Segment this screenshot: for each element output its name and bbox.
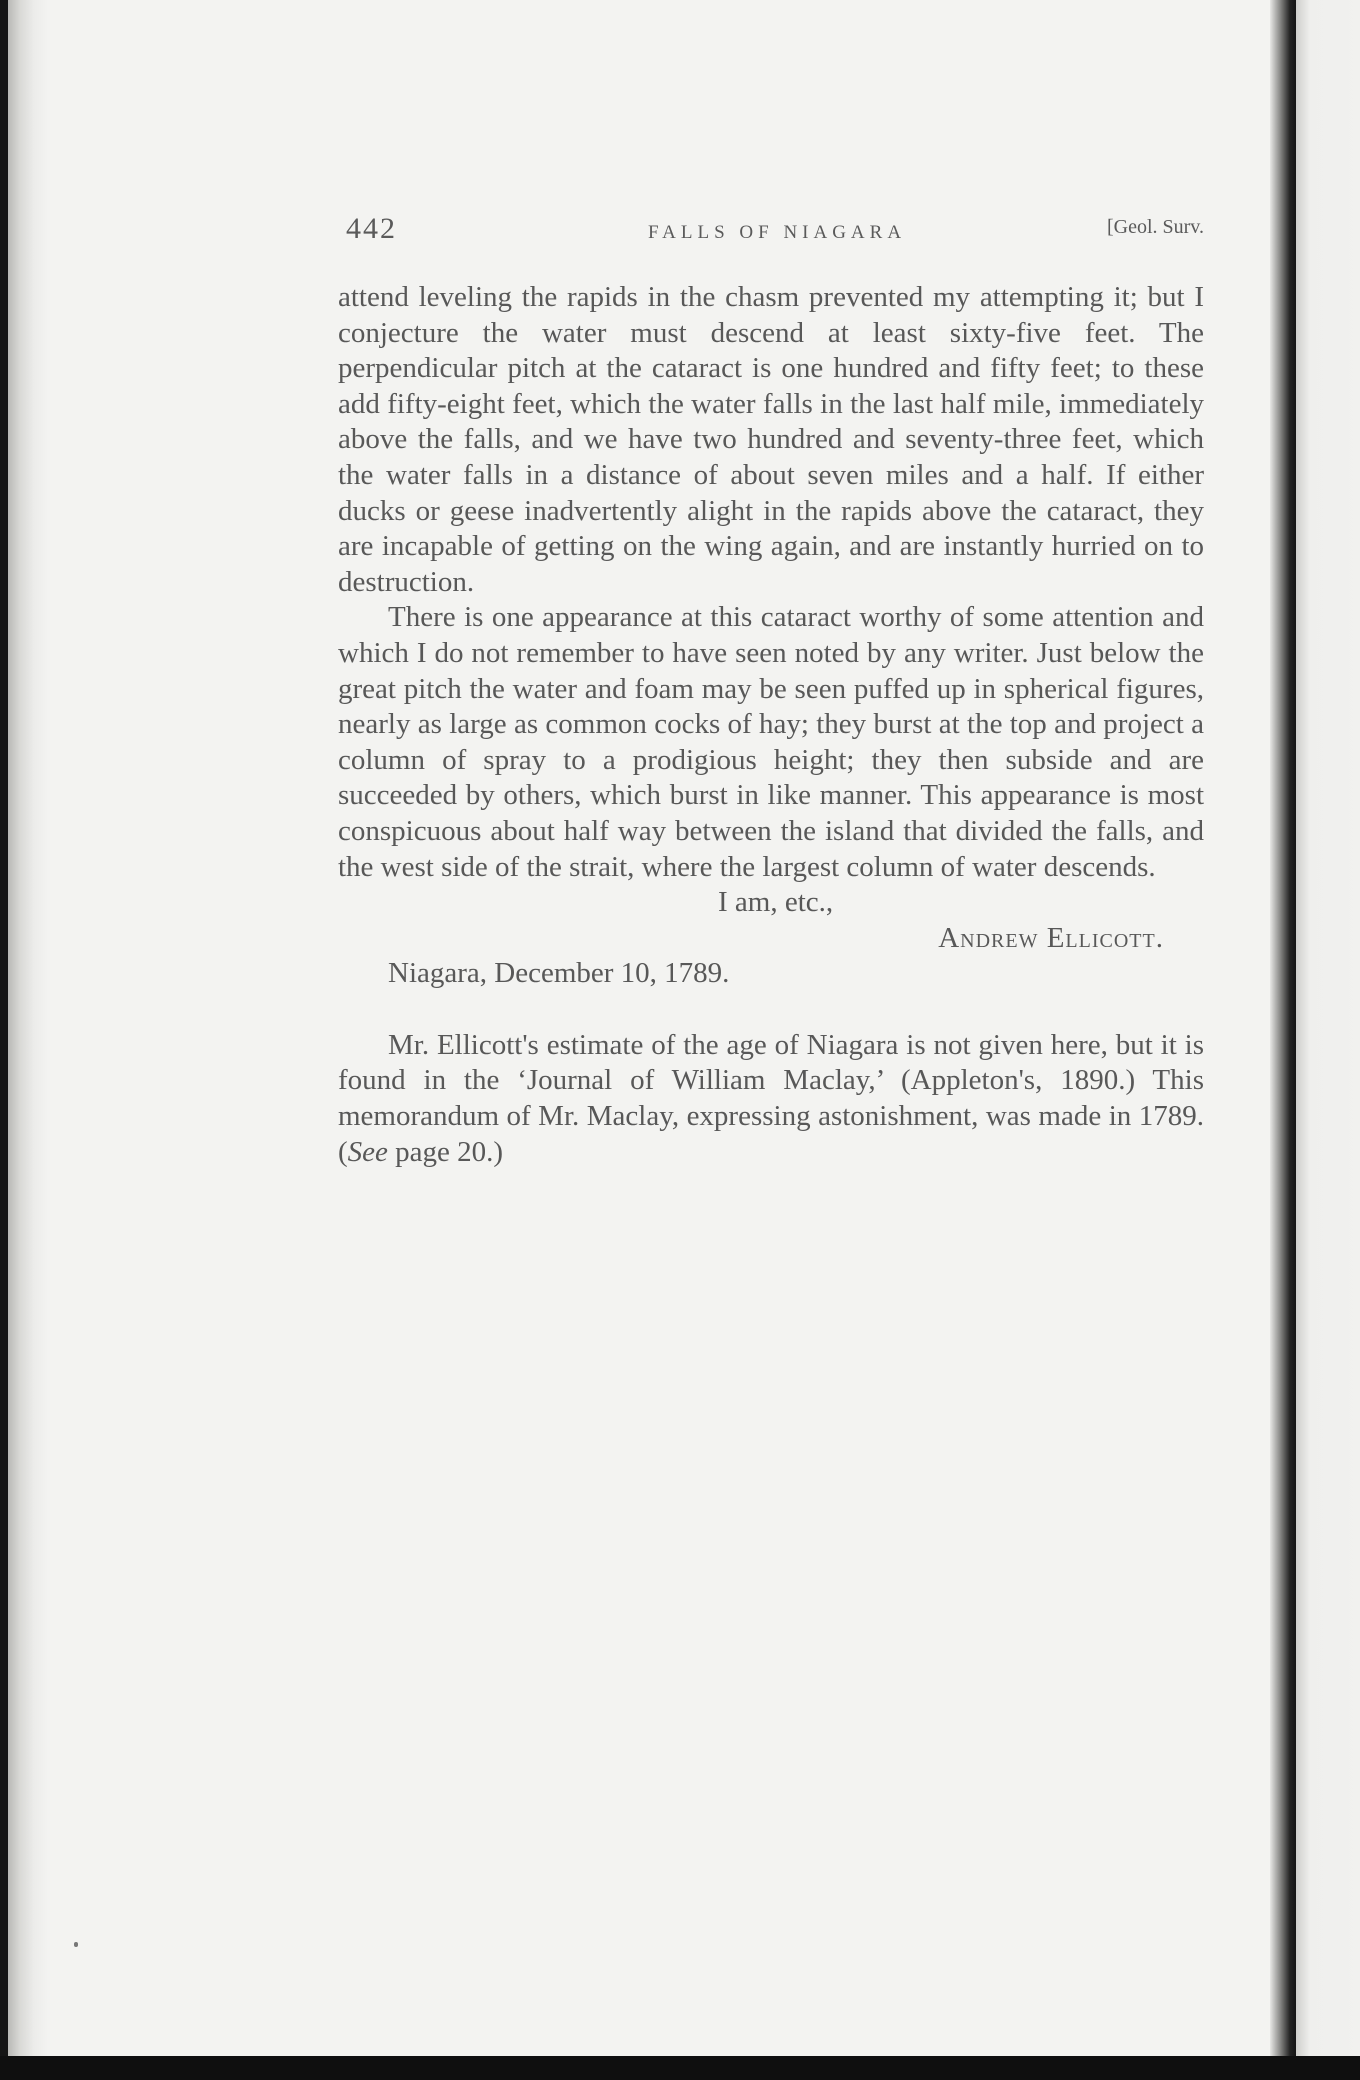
body-text [338, 280, 1204, 1170]
letter-signoff: I am, etc., [718, 886, 834, 919]
page-number: 442 [346, 212, 397, 245]
gutter-shadow [1270, 0, 1298, 2056]
paragraph-ellicott-estimate [338, 1028, 1204, 1170]
paragraph-spherical-figures: There is one appearance at this cataract worthy of some attention and which I do not remember to have seen noted by any writer. Just below the great pitch the water and foam may be seen puffed up in spherical figures, nearly as large as common cocks of hay; they burst at the top and project a column of spray to a prodigious height; they then subside and are succeeded by others, which burst in like manner. This appearance is most conspicuous about half way between the island that divided the falls, and the west side of the strait, where the largest column of water descends. [338, 601, 1204, 883]
letter-signature: Andrew Ellicott. [938, 921, 1164, 954]
paragraph-gap [338, 992, 1204, 1028]
page-left-edge-shadow [8, 0, 48, 2056]
page-header [338, 212, 1204, 252]
reference-page: page 20.) [387, 1135, 504, 1168]
running-head: FALLS OF NIAGARA [648, 222, 907, 243]
reference-open: ( [338, 1135, 348, 1168]
ellicott-estimate-text: Mr. Ellicott's estimate of the age of Niagara is not given here, but it is found in the ‘Journal of William Maclay,’ (Appleton's, 1890.) This memorandum of Mr. Maclay, expressing astonishment, was made in 1789. [338, 1028, 1204, 1133]
scan-speck [74, 1942, 78, 1947]
reference-see: See [347, 1135, 388, 1168]
next-page-edge [1296, 0, 1360, 2056]
paragraph-continuation: attend leveling the rapids in the chasm prevented my attempting it; but I conjecture the water must descend at least sixty-five feet. The perpendicular pitch at the cataract is one hundred and fifty feet; to these add fifty-eight feet, which the water falls in the last half mile, immediately above the falls, and we have two hundred and seventy-three feet, which the water falls in a distance of about seven miles and a half. If either ducks or geese inadvertently alight in the rapids above the cataract, they are incapable of getting on the wing again, and are instantly hurried on to destruction. [338, 281, 1204, 598]
header-note: [Geol. Surv. [1106, 216, 1204, 238]
letter-dateline: Niagara, December 10, 1789. [388, 957, 730, 990]
page-442 [8, 0, 1286, 2056]
scan-bottom-band [0, 2056, 1360, 2080]
